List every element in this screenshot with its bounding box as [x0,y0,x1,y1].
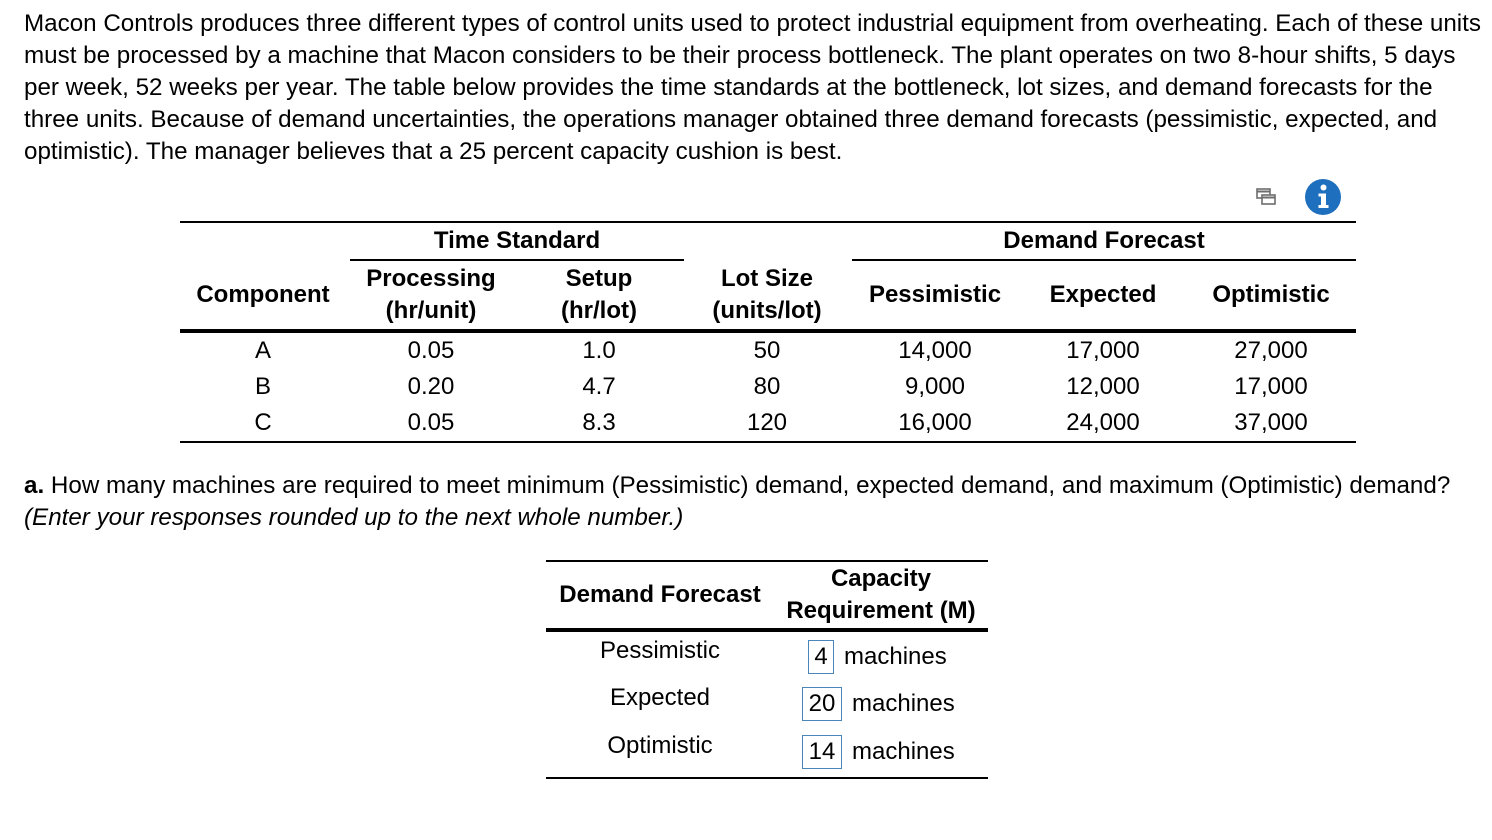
answer-label-optimistic: Optimistic [607,732,713,759]
col-header-lot-size: Lot Size [720,265,813,292]
cell-expected: 24,000 [1066,409,1140,436]
cell-setup: 1.0 [582,337,616,364]
table-bottom-rule [180,441,1356,443]
cell-expected: 17,000 [1066,337,1140,364]
demand-forecast-underline [852,259,1356,261]
cell-processing: 0.05 [407,409,455,436]
answer-label-pessimistic: Pessimistic [599,637,720,664]
col-header-expected: Expected [1049,281,1157,308]
copy-icon[interactable] [1256,188,1276,206]
cell-expected: 12,000 [1066,373,1140,400]
optimistic-machines-input[interactable]: 14 [802,735,842,769]
group-header-demand-forecast: Demand Forecast [1003,227,1205,254]
col-header-demand-forecast: Demand Forecast [559,581,761,608]
expected-machines-input[interactable]: 20 [802,687,842,721]
col-header-setup: Setup [565,265,633,292]
answer-label-expected: Expected [609,684,711,711]
question-text: How many machines are required to meet minimum (Pessimistic) demand, expected demand, and maximum (Optimistic) demand? [44,472,1451,499]
pessimistic-machines-input[interactable]: 4 [808,640,834,674]
cell-pessimistic: 9,000 [904,373,966,400]
cell-setup: 4.7 [582,373,616,400]
cell-processing: 0.20 [407,373,455,400]
cell-optimistic: 27,000 [1234,337,1308,364]
col-header-processing: Processing [366,265,496,292]
answer-bottom-rule [546,777,988,779]
cell-component: B [254,373,271,400]
cell-processing: 0.05 [407,337,455,364]
col-header-setup-unit: (hr/lot) [561,297,637,324]
question-hint: (Enter your responses rounded up to the next whole number.) [24,504,684,531]
cell-lot-size: 120 [746,409,788,436]
cell-pessimistic: 16,000 [898,409,972,436]
cell-optimistic: 17,000 [1234,373,1308,400]
question-label: a. [24,472,45,499]
cell-setup: 8.3 [582,409,616,436]
answer-header-rule [546,628,988,632]
cell-optimistic: 37,000 [1234,409,1308,436]
col-header-pessimistic: Pessimistic [868,281,1002,308]
optimistic-unit-label: machines [852,738,955,765]
table-header-rule [180,329,1356,333]
cell-lot-size: 50 [753,337,781,364]
cell-pessimistic: 14,000 [898,337,972,364]
table-top-rule [180,221,1356,223]
col-header-processing-unit: (hr/unit) [385,297,477,324]
pessimistic-unit-label: machines [844,643,947,670]
question-a [24,470,1474,534]
problem-statement: Macon Controls produces three different types of control units used to protect industrial equipment from overheating. Each of these units must be processed by a machine that Macon considers to be their process bottleneck. The plant operates on two 8-hour shifts, 5 days per week, 52 weeks per year. The table below provides the time standards at the bottleneck, lot sizes, and demand forecasts for the three units. Because of demand uncertainties, the operations manager obtained three demand forecasts (pessimistic, expected, and optimistic). The manager believes that a 25 percent capacity cushion is best. [24,10,1481,165]
cell-lot-size: 80 [753,373,781,400]
col-header-capacity: Capacity [830,565,932,592]
expected-unit-label: machines [852,690,955,717]
col-header-component: Component [196,281,330,308]
answer-top-rule [546,560,988,562]
cell-component: C [254,409,272,436]
col-header-optimistic: Optimistic [1212,281,1330,308]
group-header-time-standard: Time Standard [433,227,601,254]
info-icon[interactable] [1304,178,1342,216]
col-header-capacity-requirement: Requirement (M) [786,597,976,624]
cell-component: A [254,337,271,364]
time-standard-underline [350,259,684,261]
col-header-lot-size-unit: (units/lot) [712,297,822,324]
